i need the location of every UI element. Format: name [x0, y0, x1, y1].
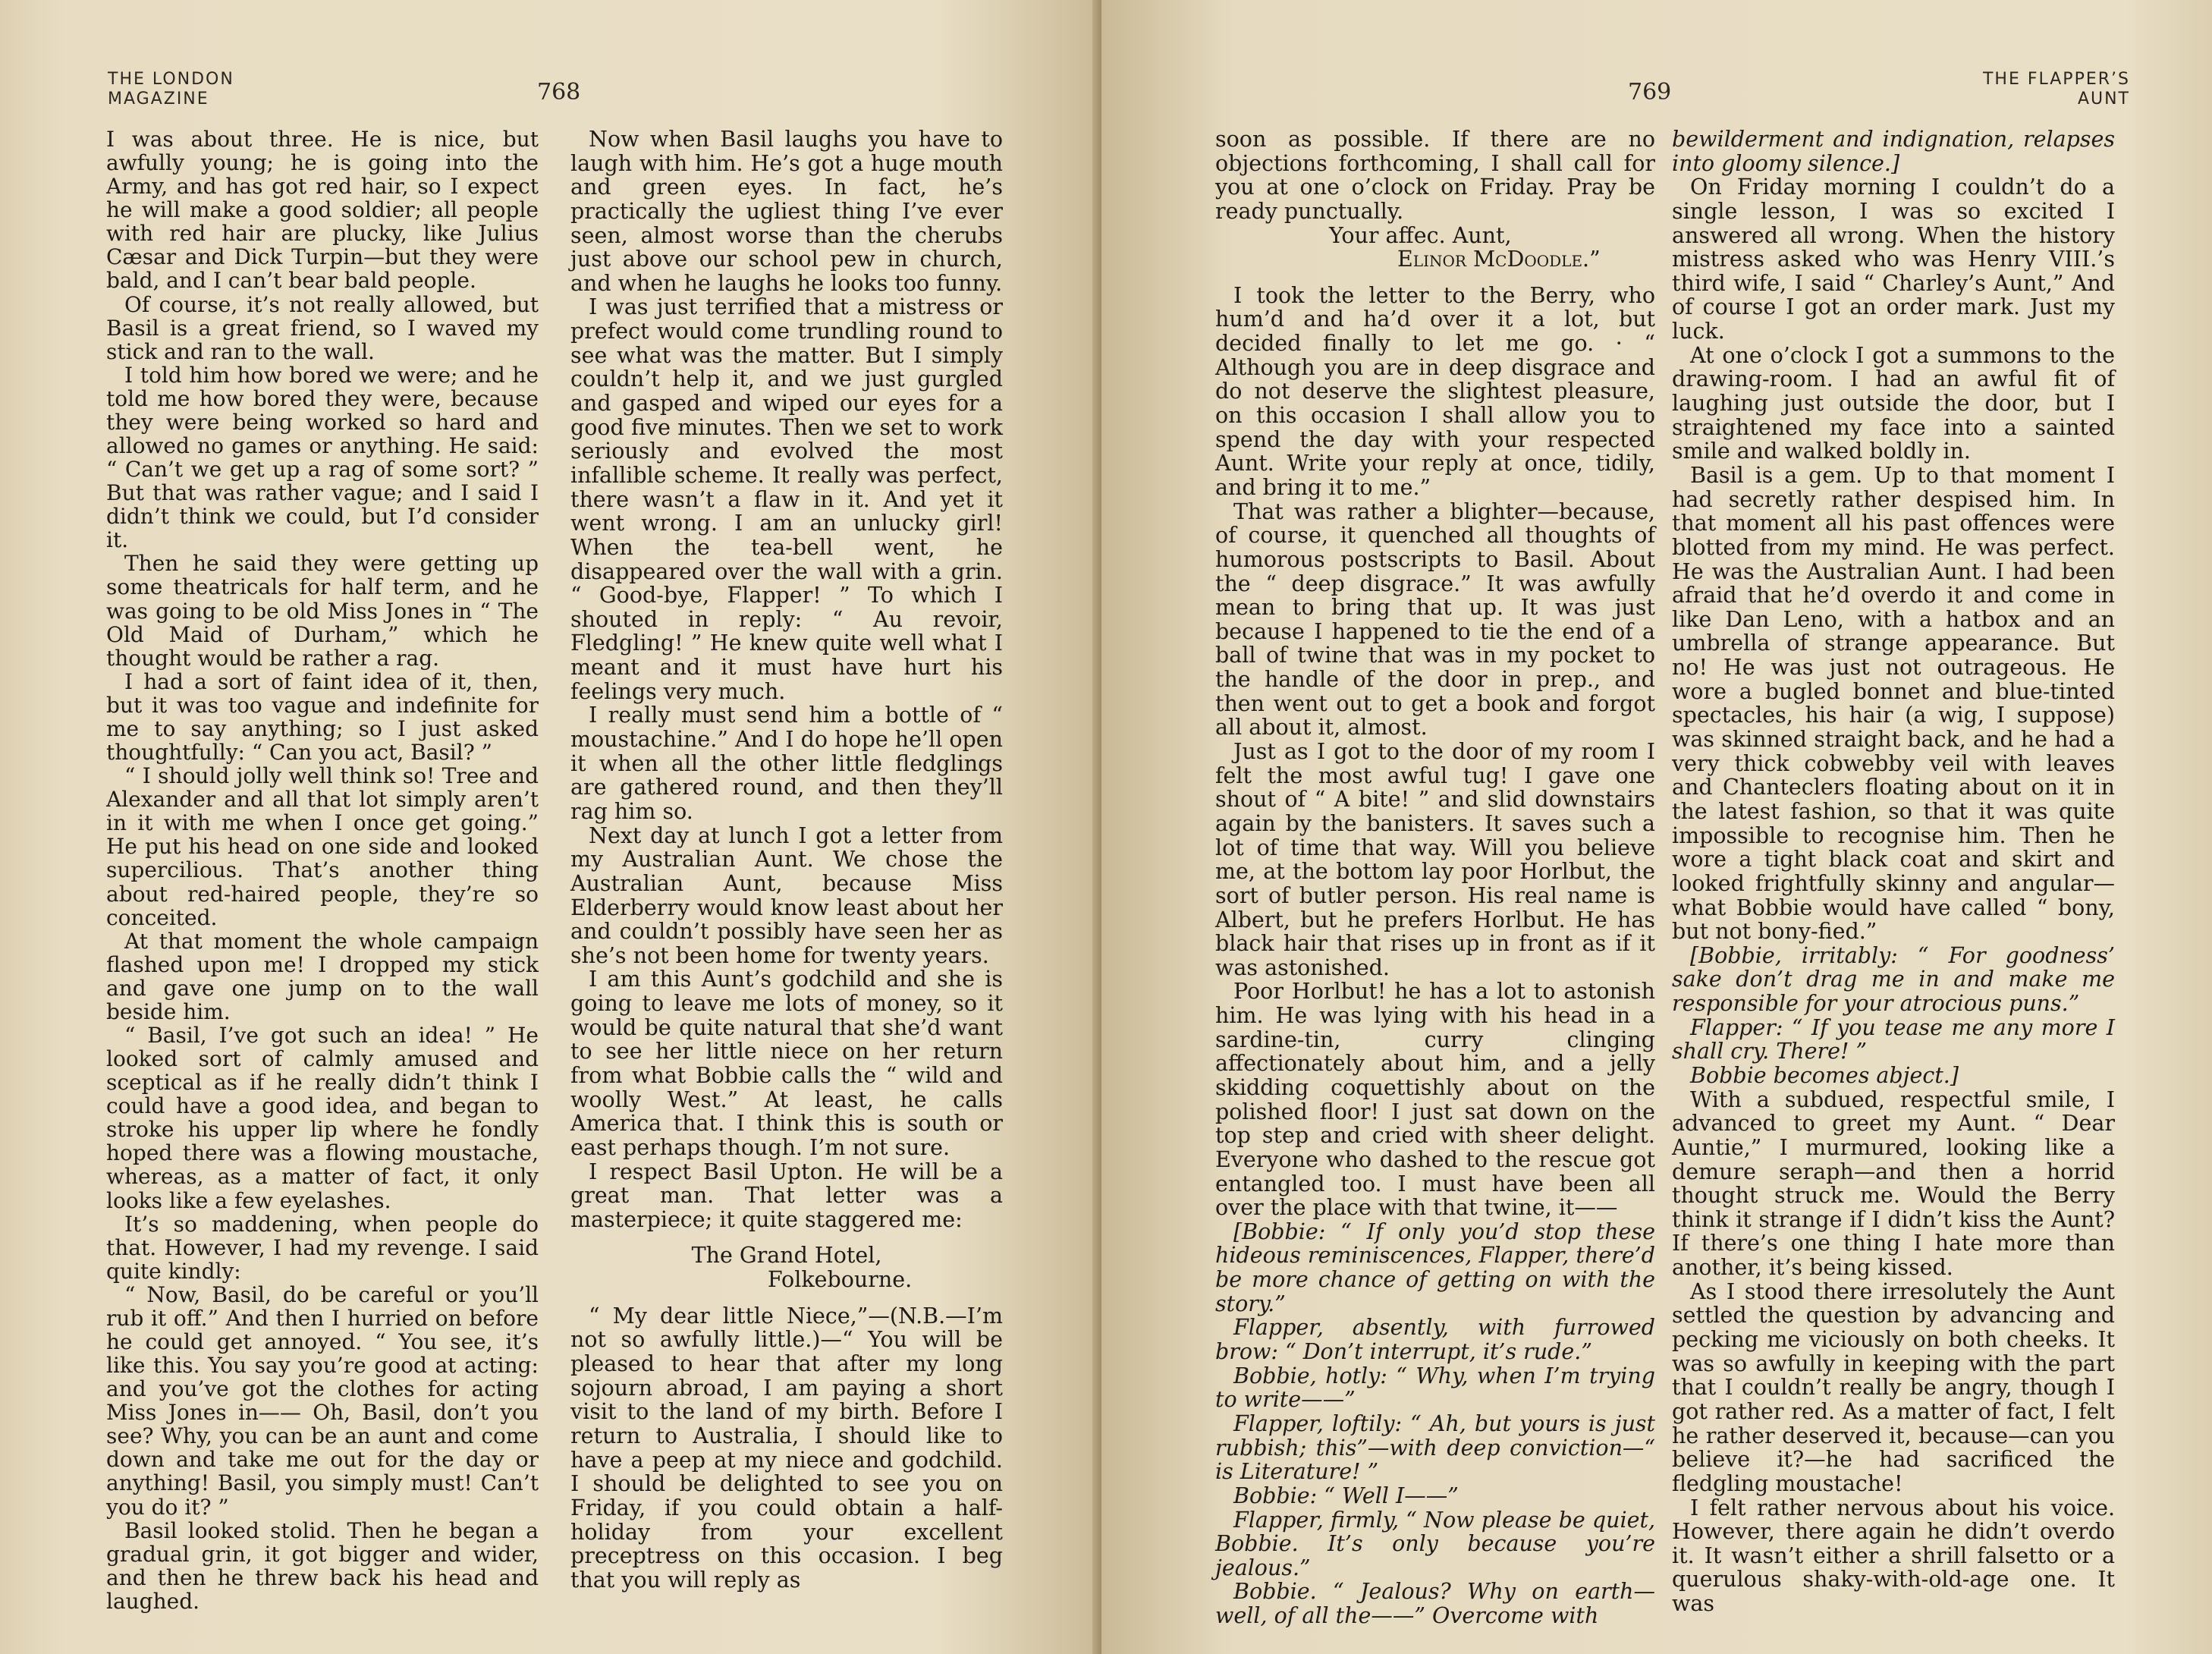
paragraph: At one o’clock I got a summons to the drawing-room. I had an awful fit of laughing just outside the door, but I straightened my face into a sainted smile and walked boldly in.	[1672, 342, 2115, 464]
paragraph: Basil is a gem. Up to that moment I had secretly rather despised him. In that moment all his past offences were blotted from my mind. He was perfect. He was the Australian Aunt. I had been afraid that he’d overdo it and come in like Dan Leno, with a hatbox and an umbrella of strange appearance. But no! He was just not outrageous. He wore a bugled bonnet and blue-tinted spectacles, his hair (a wig, I suppose) was skinned straight back, and he had a very thick cobwebby veil with leaves and Chanteclers floating about on it in the latest fashion, so that it was quite impossible to recognise him. Then he wore a tight black coat and skirt and looked frightfully skinny and angular—what Bobbie would have called “ bony, but not bony-fied.”	[1672, 462, 2115, 945]
paragraph: Flapper, loftily: “ Ah, but yours is just rubbish; this”—with deep conviction—“ is Literature! ”	[1215, 1410, 1655, 1485]
left-column-1	[106, 127, 539, 1613]
paragraph: Flapper, absently, with furrowed brow: “ Don’t interrupt, it’s rude.”	[1215, 1315, 1655, 1365]
paragraph: Bobbie, hotly: “ Why, when I’m trying to write——”	[1215, 1363, 1655, 1413]
paragraph: The Grand Hotel,	[691, 1243, 882, 1269]
paragraph: “ I should jolly well think so! Tree and Alexander and all that lot simply aren’t in it with me when I once get going.” He put his head on one side and looked supercilious. That’s another thing about red-haired people, they’re so conceited.	[106, 763, 539, 930]
paragraph: I respect Basil Upton. He will be a great man. That letter was a masterpiece; it quite staggered me:	[570, 1159, 1003, 1232]
paragraph: I was just terrified that a mistress or prefect would come trundling round to see what was the matter. But I simply couldn’t help it, and we just gurgled and gasped and wiped our eyes for a good five minutes. Then we set to work seriously and evolved the most infallible scheme. It really was perfect, there wasn’t a flaw in it. And yet it went wrong. I am an unlucky girl! When the tea-bell went, he disappeared over the wall with a grin. “ Good-bye, Flapper! ” To which I shouted in reply: “ Au revoir, Fledgling! ” He knew quite well what I meant and it must have hurt his feelings very much.	[570, 294, 1003, 704]
paragraph: At that moment the whole campaign flashed upon me! I dropped my stick and gave one jump on to the wall beside him.	[106, 928, 539, 1024]
paragraph: It’s so maddening, when people do that. However, I had my revenge. I said quite kindly:	[106, 1211, 539, 1284]
paragraph: “ Now, Basil, do be careful or you’ll rub it off.” And then I hurried on before he could get annoyed. “ You see, it’s like this. You say you’re good at acting: and you’ve got the clothes for acting Miss Jones in—— Oh, Basil, don’t you see? Why, you can be an aunt and come down and take me out for the day or anything! Basil, you simply must! Can’t you do it? ”	[106, 1281, 539, 1520]
paragraph: I told him how bored we were; and he told me how bored they were, because they were being worked so hard and allowed no games or anything. He said: “ Can’t we get up a rag of some sort? ” But that was rather vague; and I said I didn’t think we could, but I’d consider it.	[106, 362, 539, 553]
paragraph: [Bobbie: “ If only you’d stop these hideous reminiscences, Flapper, there’d be more chance of getting on with the story.”	[1215, 1218, 1655, 1316]
left-page	[0, 0, 1098, 1654]
paragraph: Basil looked stolid. Then he began a gradual grin, it got bigger and wider, and then he threw back his head and laughed.	[106, 1517, 539, 1614]
right-column-2	[1672, 127, 2115, 1616]
running-head-right: THE FLAPPER’S AUNT	[1982, 70, 2130, 108]
paragraph: Next day at lunch I got a letter from my Australian Aunt. We chose the Australian Aunt, because Miss Elderberry would know least about her and couldn’t possibly have seen her as she’s not been home for twenty years.	[570, 822, 1003, 968]
paragraph: [Bobbie, irritably: “ For goodness’ sake don’t drag me in and make me responsible for your atrocious puns.”	[1672, 942, 2115, 1017]
paragraph: That was rather a blighter—because, of course, it quenched all thoughts of humorous postscripts to Basil. About the “ deep disgrace.” It was awfully mean to bring that up. It was just because I happened to tie the end of a ball of twine that was in my pocket to the handle of the door in prep., and then went out to get a book and forgot all about it, almost.	[1215, 498, 1655, 741]
paragraph: Flapper: “ If you tease me any more I shall cry. There! ”	[1672, 1014, 2115, 1064]
paragraph: Now when Basil laughs you have to laugh with him. He’s got a huge mouth and green eyes. In fact, he’s practically the ugliest thing I’ve ever seen, almost worse than the cherubs just above our school pew in church, and when he laughs he looks too funny.	[570, 127, 1003, 296]
paragraph: Flapper, firmly, “ Now please be quiet, Bobbie. It’s only because you’re jealous.”	[1215, 1507, 1655, 1580]
paragraph: I am this Aunt’s godchild and she is going to leave me lots of money, so it would be quite natural that she’d want to see her little niece on her return from what Bobbie calls the “ wild and woolly West.” At least, he calls America that. I think this is south or east perhaps though. I’m not sure.	[570, 967, 1003, 1160]
running-head-left: THE LONDON MAGAZINE	[108, 70, 234, 108]
paragraph: Folkebourne.	[767, 1267, 913, 1293]
paragraph: Poor Horlbut! he has a lot to astonish him. He was lying with his head in a sardine-tin, curry clinging affectionately about him, and a jelly skidding coquettishly about on the polished floor! I just sat down on the top step and cried with sheer delight. Everyone who dashed to the rescue got entangled too. I must have been all over the place with that twine, it——	[1215, 979, 1655, 1221]
right-column-1	[1215, 127, 1655, 1628]
paragraph: “ Basil, I’ve got such an idea! ” He looked sort of calmly amused and sceptical as if he really didn’t think I could have a good idea, and began to stroke his upper lip where he fondly hoped there was a flowing moustache, whereas, as a matter of fact, it only looks like a few eyelashes.	[106, 1022, 539, 1213]
paragraph: I really must send him a bottle of “ moustachine.” And I do hope he’ll open it when all the other little fledglings are gathered round, and then they’ll rag him so.	[570, 703, 1003, 824]
paragraph: On Friday morning I couldn’t do a single lesson, I was so excited I answered all wrong. When the history mistress asked who was Henry VIII.’s third wife, I said “ Charley’s Aunt,” And of course I got an order mark. Just my luck.	[1672, 175, 2115, 344]
paragraph: Bobbie: “ Well I——”	[1233, 1483, 1459, 1508]
paragraph: With a subdued, respectful smile, I advanced to greet my Aunt. “ Dear Auntie,” I murmured, looking like a demure seraph—and then a horrid thought struck me. Would the Berry think it strange if I didn’t kiss the Aunt? If there’s one thing I hate more than another, it’s being kissed.	[1672, 1086, 2115, 1281]
paragraph: I was about three. He is nice, but awfully young; he is going into the Army, and has got red hair, so I expect he will make a good soldier; all people with red hair are plucky, like Julius Cæsar and Dick Turpin—but they were bald, and I can’t bear bald people.	[106, 127, 539, 294]
paragraph: bewilderment and indignation, relapses into gloomy silence.]	[1672, 127, 2115, 176]
page-number-right: 769	[1628, 79, 1672, 105]
paragraph: Just as I got to the door of my room I felt the most awful tug! I gave one shout of “ A bite! ” and slid downstairs again by the banisters. It saves such a lot of time that way. Will you believe me, at the bottom lay poor Horlbut, the sort of butler person. His real name is Albert, but he prefers Horlbut. He has black hair that rises up in front as if it was astonished.	[1215, 739, 1655, 980]
paragraph: Of course, it’s not really allowed, but Basil is a great friend, so I waved my stick and ran to the wall.	[106, 291, 539, 364]
paragraph: soon as possible. If there are no objections forthcoming, I shall call for you at one o’clock on Friday. Pray be ready punctually.	[1215, 127, 1655, 224]
left-column-2	[570, 127, 1003, 1592]
right-page	[1101, 0, 2212, 1654]
paragraph: Bobbie. “ Jealous? Why on earth—well, of all the——” Overcome with	[1215, 1579, 1655, 1629]
paragraph: I had a sort of faint idea of it, then, but it was too vague and indefinite for me to say anything; so I just asked thoughtfully: “ Can you act, Basil? ”	[106, 668, 539, 766]
paragraph: “ My dear little Niece,”—(N.B.—I’m not so awfully little.)—“ You will be pleased to hear that after my long sojourn abroad, I am paying a short visit to the land of my birth. Before I return to Australia, I should like to have a peep at my niece and godchild. I should be delighted to see you on Friday, if you could obtain a half-holiday from your excellent preceptress on this occasion. I beg that you will reply as	[570, 1303, 1003, 1593]
page-number-left: 768	[537, 79, 581, 105]
paragraph: Your affec. Aunt,	[1329, 222, 1512, 248]
paragraph: Elinor McDoodle.”	[1397, 247, 1601, 272]
paragraph: As I stood there irresolutely the Aunt settled the question by advancing and pecking me viciously on both cheeks. It was so awfully in keeping with the part that I couldn’t really be angry, though I got rather red. As a matter of fact, I felt he rather deserved it, because—can you believe it?—he had sacrificed the fledgling moustache!	[1672, 1278, 2115, 1496]
paragraph: Bobbie becomes abject.]	[1690, 1062, 1959, 1088]
paragraph: I felt rather nervous about his voice. However, there again he didn’t overdo it. It wasn’t either a shrill falsetto or a querulous shaky-with-old-age one. It was	[1672, 1495, 2115, 1617]
paragraph: I took the letter to the Berry, who hum’d and ha’d over it a lot, but decided finally to let me go. · “ Although you are in deep disgrace and do not deserve the slightest pleasure, on this occasion I shall allow you to spend the day with your respected Aunt. Write your reply at once, tidily, and bring it to me.”	[1215, 282, 1655, 500]
paragraph: Then he said they were getting up some theatricals for half term, and he was going to be old Miss Jones in “ The Old Maid of Durham,” which he thought would be rather a rag.	[106, 551, 539, 671]
